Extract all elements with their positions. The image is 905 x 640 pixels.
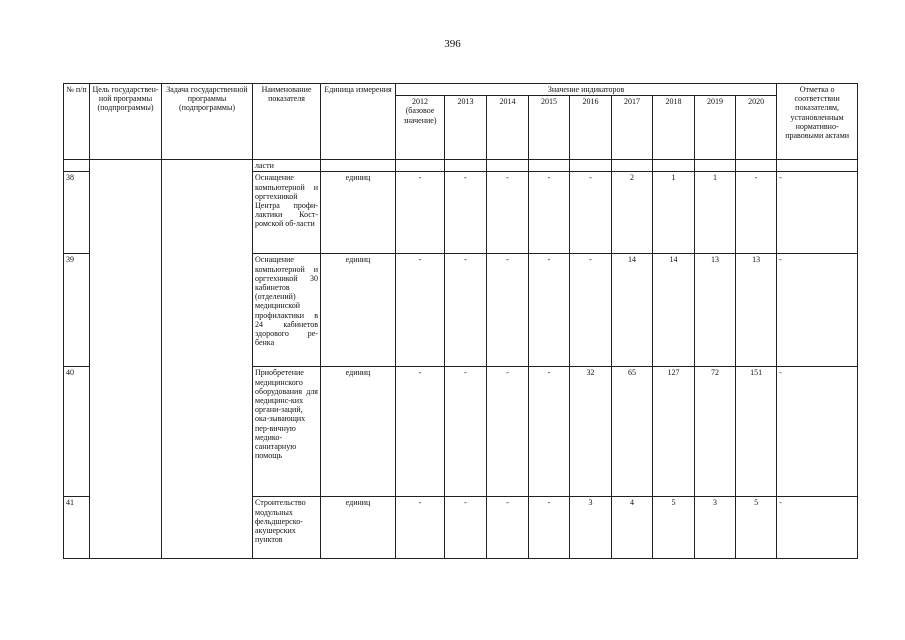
page-number: 396 <box>444 38 461 50</box>
row-value: - <box>570 254 612 367</box>
header-year: 2015 <box>529 96 570 160</box>
row-value: - <box>736 172 777 254</box>
row-value: 14 <box>653 254 695 367</box>
row-value: - <box>570 172 612 254</box>
row-mark: - <box>777 172 858 254</box>
row-value: 3 <box>570 497 612 559</box>
row-value: 5 <box>653 497 695 559</box>
row-value: - <box>487 497 529 559</box>
row-value: 1 <box>653 172 695 254</box>
row-value: 3 <box>695 497 736 559</box>
header-year: 2016 <box>570 96 612 160</box>
row-mark: - <box>777 254 858 367</box>
row-value: 65 <box>612 367 653 497</box>
row-value: - <box>445 367 487 497</box>
header-year: 2014 <box>487 96 529 160</box>
row-value: - <box>445 172 487 254</box>
row-value: 2 <box>612 172 653 254</box>
header-task: Задача государственной программы (подпрограммы) <box>162 84 253 160</box>
header-year: 2013 <box>445 96 487 160</box>
row-value: - <box>396 497 445 559</box>
goal-cell <box>90 160 162 559</box>
continuation-num <box>64 160 90 172</box>
row-value: 32 <box>570 367 612 497</box>
row-value: 14 <box>612 254 653 367</box>
header-year: 2019 <box>695 96 736 160</box>
row-value: - <box>445 254 487 367</box>
row-value: - <box>487 172 529 254</box>
indicators-table <box>63 83 858 559</box>
row-num: 40 <box>64 367 90 497</box>
row-value: - <box>529 172 570 254</box>
row-value: - <box>487 367 529 497</box>
row-unit: единиц <box>321 172 396 254</box>
row-mark: - <box>777 497 858 559</box>
row-value: 13 <box>695 254 736 367</box>
row-value: 4 <box>612 497 653 559</box>
header-row-1 <box>64 84 858 96</box>
row-value: 72 <box>695 367 736 497</box>
task-cell <box>162 160 253 559</box>
row-indicator-name: Строительство модульных фельдшерско-акушерских пунктов <box>253 497 321 559</box>
row-value: 127 <box>653 367 695 497</box>
row-num: 38 <box>64 172 90 254</box>
row-value: - <box>529 367 570 497</box>
header-year: 2017 <box>612 96 653 160</box>
row-value: 5 <box>736 497 777 559</box>
row-value: 151 <box>736 367 777 497</box>
row-value: - <box>396 367 445 497</box>
row-unit: единиц <box>321 367 396 497</box>
row-unit: единиц <box>321 254 396 367</box>
row-value: - <box>487 254 529 367</box>
row-value: - <box>396 172 445 254</box>
header-mark: Отметка о соответствии показателям, установленным нормативно-правовыми актами <box>777 84 858 160</box>
row-value: - <box>396 254 445 367</box>
row-mark: - <box>777 367 858 497</box>
header-goal: Цель государствен-ной программы (подпрограммы) <box>90 84 162 160</box>
header-year: 2020 <box>736 96 777 160</box>
header-indicator-name: Наименование показателя <box>253 84 321 160</box>
header-num: № п/п <box>64 84 90 160</box>
row-value: 1 <box>695 172 736 254</box>
row-unit: единиц <box>321 497 396 559</box>
continuation-name: ласти <box>253 160 321 172</box>
header-unit: Единица измерения <box>321 84 396 160</box>
header-year: 2018 <box>653 96 695 160</box>
continuation-row <box>64 160 858 172</box>
header-year: 2012 (базовое значение) <box>396 96 445 160</box>
row-indicator-name: Оснащение компьютерной и оргтехникой Центра профи-лактики Кост-ромской об-ласти <box>253 172 321 254</box>
row-value: - <box>445 497 487 559</box>
row-num: 41 <box>64 497 90 559</box>
header-values-group: Значение индикаторов <box>396 84 777 96</box>
row-value: 13 <box>736 254 777 367</box>
row-indicator-name: Приобретение медицинского оборудования для медицинс-ких органи-заций, ока-зывающих пер-вичную медико-санитарную помощь <box>253 367 321 497</box>
row-num: 39 <box>64 254 90 367</box>
row-value: - <box>529 254 570 367</box>
row-value: - <box>529 497 570 559</box>
row-indicator-name: Оснащение компьютерной и оргтехникой 30 кабинетов (отделений) медицинской профилактики в 24 кабинетов здорового ре-бенка <box>253 254 321 367</box>
